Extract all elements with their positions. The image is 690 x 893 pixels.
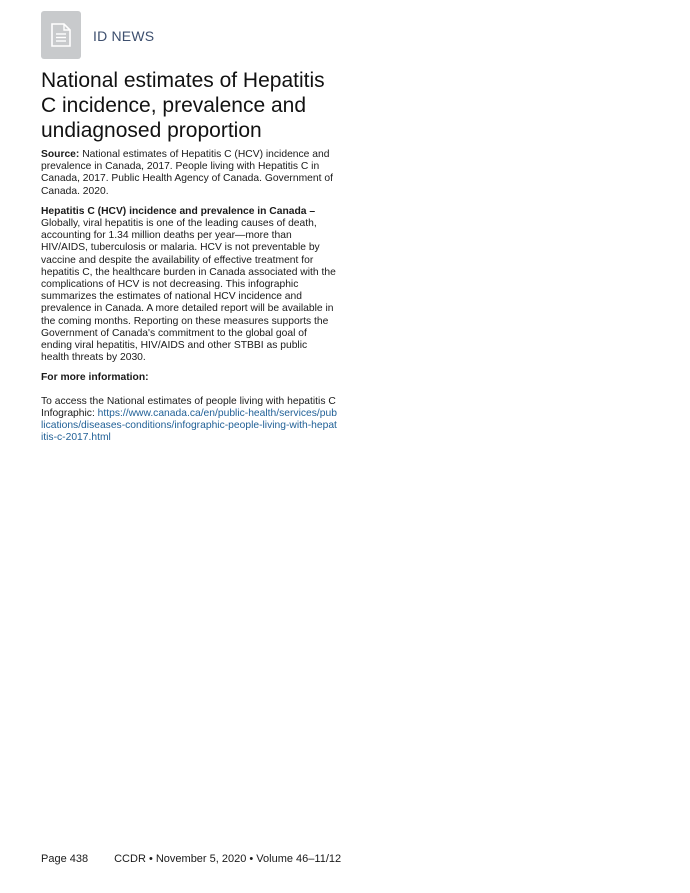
journal-citation: CCDR • November 5, 2020 • Volume 46–11/12 bbox=[114, 853, 342, 865]
article-body bbox=[41, 149, 338, 452]
source-paragraph bbox=[41, 149, 338, 198]
more-info-text: To access the National estimates of people living with hepatitis C Infographic: bbox=[41, 395, 336, 419]
more-info-paragraph bbox=[41, 396, 338, 445]
more-info-heading: For more information: bbox=[41, 372, 149, 384]
infographic-link[interactable]: https://www.canada.ca/en/public-health/services/publications/diseases-conditions/infographic-people-living-with-hepatitis-c-2017.html bbox=[41, 407, 337, 444]
document-icon bbox=[51, 23, 71, 47]
summary-heading: Hepatitis C (HCV) incidence and prevalence in Canada – bbox=[41, 205, 316, 217]
article-title: National estimates of Hepatitis C incidence, prevalence and undiagnosed proportion bbox=[41, 69, 325, 142]
page-number: Page 438 bbox=[41, 853, 89, 865]
summary-paragraph bbox=[41, 206, 338, 365]
source-text: National estimates of Hepatitis C (HCV) incidence and prevalence in Canada, 2017. People living with Hepatitis C in Canada, 2017. Public Health Agency of Canada. Government of Canada. 2020. bbox=[41, 149, 333, 197]
section-icon-box bbox=[41, 11, 81, 59]
page-footer bbox=[41, 853, 341, 865]
section-label: ID NEWS bbox=[93, 28, 155, 44]
source-label: Source: bbox=[41, 149, 80, 160]
summary-text: Globally, viral hepatitis is one of the leading causes of death, accounting for 1.34 million deaths per year—more than HIV/AIDS, tuberculosis or malaria. HCV is not preventable by vaccine and despite the availability of effective treatment for hepatitis C, the healthcare burden in Canada associated with the complications of HCV is not decreasing. This infographic summarizes the estimates of national HCV incidence and prevalence in Canada. A more detailed report will be available in the coming months. Reporting on these measures supports the Government of Canada's commitment to the global goal of ending viral hepatitis, HIV/AIDS and other STBBI as public health threats by 2030. bbox=[41, 218, 336, 364]
